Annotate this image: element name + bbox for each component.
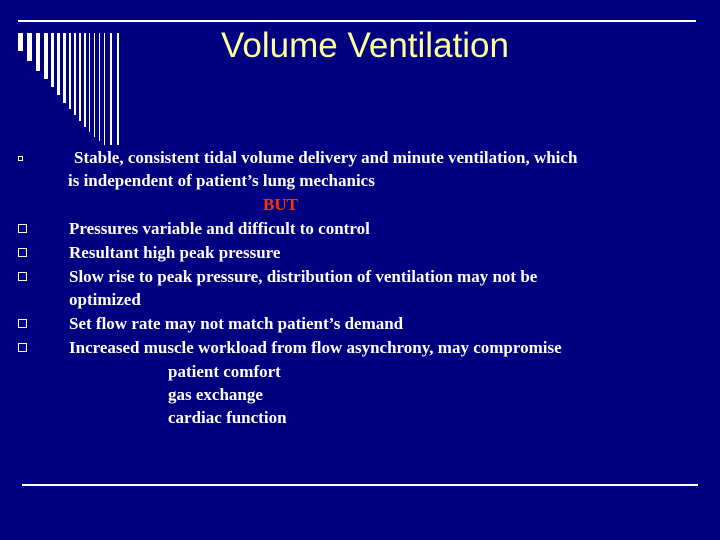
bullet-item: [18, 336, 698, 359]
slide-title: Volume Ventilation: [221, 26, 509, 65]
bullet-item: [18, 312, 698, 335]
bullet-item: [18, 146, 698, 192]
bullet-text: Increased muscle workload from flow asynchrony, may compromise: [69, 338, 562, 357]
bullet-text: Stable, consistent tidal volume delivery and minute ventilation, which: [74, 148, 578, 167]
bullet-square-icon: [18, 272, 27, 281]
bullet-square-icon: [18, 224, 27, 233]
bullet-item: [18, 241, 698, 264]
slide-content: [18, 146, 698, 429]
bottom-divider: [22, 484, 698, 486]
bullet-square-icon: [18, 319, 27, 328]
bullet-text: Pressures variable and difficult to control: [69, 219, 370, 238]
bullet-item: [18, 217, 698, 240]
sub-item: patient comfort: [168, 362, 281, 381]
bullet-square-icon: [18, 248, 27, 257]
sub-item: gas exchange: [168, 385, 263, 404]
top-divider: [18, 20, 696, 22]
bullet-text-continuation: is independent of patient’s lung mechanics: [68, 171, 375, 190]
but-emphasis: BUT: [263, 195, 298, 214]
bullet-item: [18, 265, 698, 311]
bullet-square-icon: [18, 156, 23, 161]
bullet-text-continuation: optimized: [69, 290, 141, 309]
sub-item: cardiac function: [168, 408, 287, 427]
bullet-text: Resultant high peak pressure: [69, 243, 281, 262]
bullet-text: Slow rise to peak pressure, distribution of ventilation may not be: [69, 267, 538, 286]
bullet-text: Set flow rate may not match patient’s demand: [69, 314, 404, 333]
bullet-square-icon: [18, 343, 27, 352]
